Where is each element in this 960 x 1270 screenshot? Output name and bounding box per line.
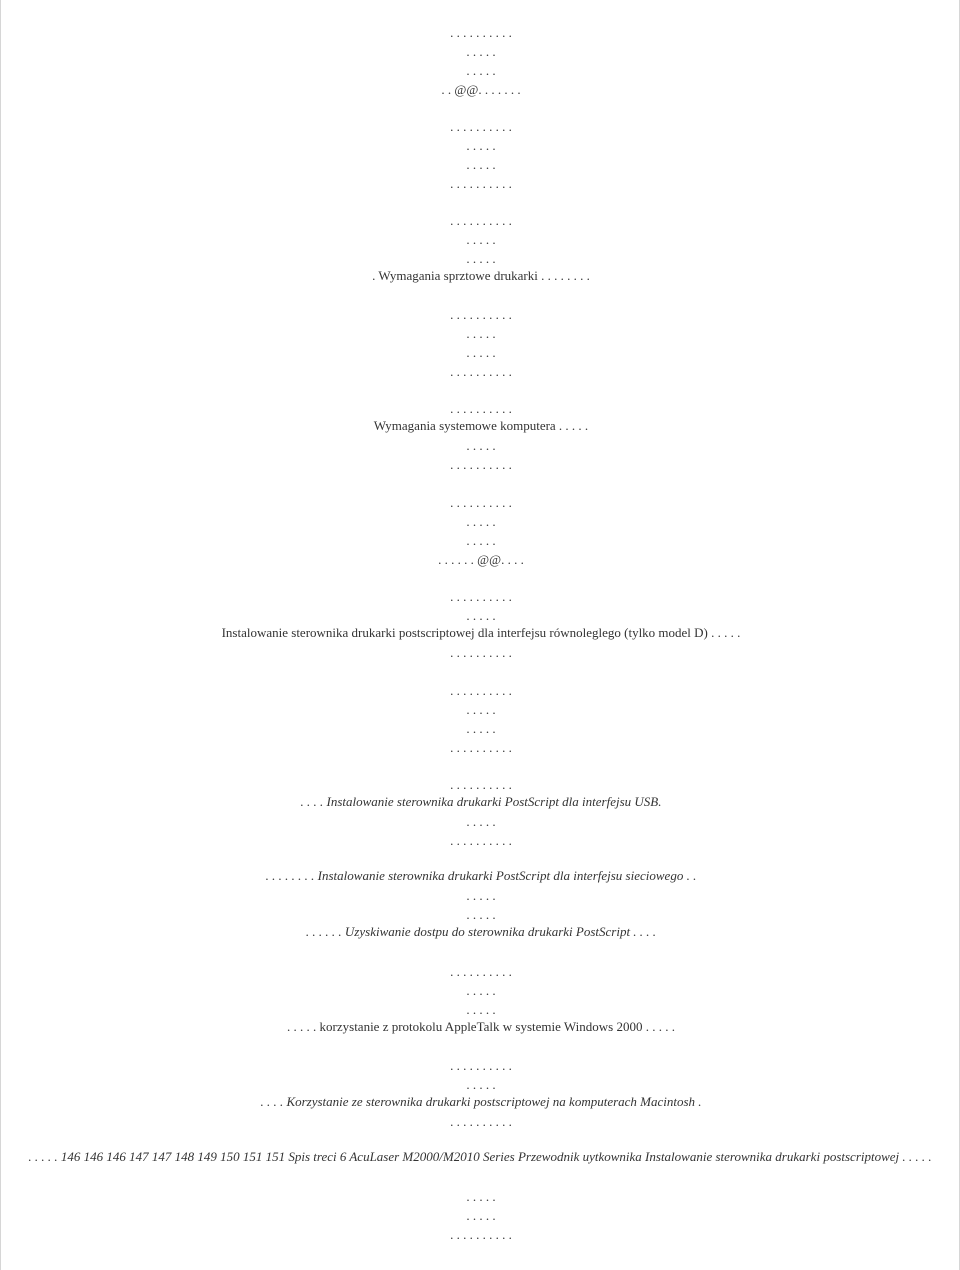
dot-leader-line: . . . . . . . . . .: [450, 119, 512, 134]
dot-leader-line: . . . . .: [466, 251, 496, 266]
dot-leader-line: . . . . . . . . . .: [450, 589, 512, 604]
dot-leader-line: . . . . .: [466, 326, 496, 341]
toc-entry: . . . . Korzystanie ze sterownika drukarki postscriptowej na komputerach Macintosh .: [260, 1094, 702, 1109]
dot-leader-line: . . . . . . . . . .: [450, 401, 512, 416]
dot-leader-line: . . . . . . . . . .: [450, 457, 512, 472]
dot-leader-line: . . . . .: [466, 907, 496, 922]
dot-leader-line: . . . . . . . . . .: [450, 683, 512, 698]
dot-leader-line: . . . . .: [466, 721, 496, 736]
toc-entry: . . . . Instalowanie sterownika drukarki PostScript dla interfejsu USB.: [300, 794, 662, 809]
dot-leader-line: . . . . .: [466, 157, 496, 172]
dot-leader-line: . . . . .: [466, 888, 496, 903]
dot-leader-line: . . . . . . . . . .: [450, 495, 512, 510]
dot-leader-line: . . . . . . . . . .: [450, 364, 512, 379]
dot-leader-line: . . . . . . . . . .: [450, 645, 512, 660]
toc-entry-footer: . . . . . 146 146 146 147 147 148 149 150 151 151 Spis treci 6 AcuLaser M2000/M2010 Series Przewodnik uytkownika Instalowanie sterownika drukarki postscriptowej . . . . .: [28, 1149, 932, 1164]
dot-leader-line: . . . . .: [466, 1189, 496, 1204]
dot-leader-line: . . . . . . . . . .: [450, 25, 512, 40]
toc-entry: . Wymagania sprztowe drukarki . . . . . . . .: [372, 268, 590, 283]
dot-leader-line: . . . . . . . . . .: [450, 307, 512, 322]
toc-entry: Instalowanie sterownika drukarki postscriptowej dla interfejsu równoleglego (tylko model D) . . . . .: [221, 625, 741, 640]
dot-leader-line: . . . . . . . . . .: [450, 213, 512, 228]
dot-leader-line: . . . . .: [466, 533, 496, 548]
toc-entry: . . . . . . . . Instalowanie sterownika drukarki PostScript dla interfejsu sieciowego . .: [265, 868, 697, 883]
toc-entry: Wymagania systemowe komputera . . . . .: [373, 418, 589, 433]
dot-leader-line: . . . . .: [466, 1208, 496, 1223]
dot-leader-line: . . . . .: [466, 232, 496, 247]
dot-leader-line: . . . . .: [466, 138, 496, 153]
dot-leader-line: . . . . .: [466, 1002, 496, 1017]
toc-entry: . . . . . . Uzyskiwanie dostpu do sterownika drukarki PostScript . . . .: [305, 924, 657, 939]
dot-leader-line: . . . . .: [466, 983, 496, 998]
dot-leader-line: . . . . . . . . . .: [450, 1114, 512, 1129]
dot-leader-line: . . . . . . . . . .: [450, 1058, 512, 1073]
toc-entry: . . . . . korzystanie z protokolu AppleTalk w systemie Windows 2000 . . . . .: [287, 1019, 675, 1034]
dot-leader-line: . . . . .: [466, 608, 496, 623]
dot-leader-line: . . . . .: [466, 1077, 496, 1092]
dot-leader-line: . . . . . . @@. . . .: [438, 552, 524, 567]
dot-leader-line: . . @@. . . . . . .: [441, 82, 521, 97]
dot-leader-line: . . . . . . . . . .: [450, 777, 512, 792]
dot-leader-line: . . . . . . . . . .: [450, 176, 512, 191]
dot-leader-line: . . . . . . . . . .: [450, 740, 512, 755]
dot-leader-line: . . . . .: [466, 702, 496, 717]
dot-leader-line: . . . . . . . . . .: [450, 964, 512, 979]
dot-leader-line: . . . . . . . . . .: [450, 1227, 512, 1242]
dot-leader-line: . . . . .: [466, 514, 496, 529]
dot-leader-line: . . . . . . . . . .: [450, 833, 512, 848]
dot-leader-line: . . . . .: [466, 438, 496, 453]
dot-leader-line: . . . . .: [466, 44, 496, 59]
dot-leader-line: . . . . .: [466, 345, 496, 360]
dot-leader-line: . . . . .: [466, 814, 496, 829]
dot-leader-line: . . . . .: [466, 63, 496, 78]
